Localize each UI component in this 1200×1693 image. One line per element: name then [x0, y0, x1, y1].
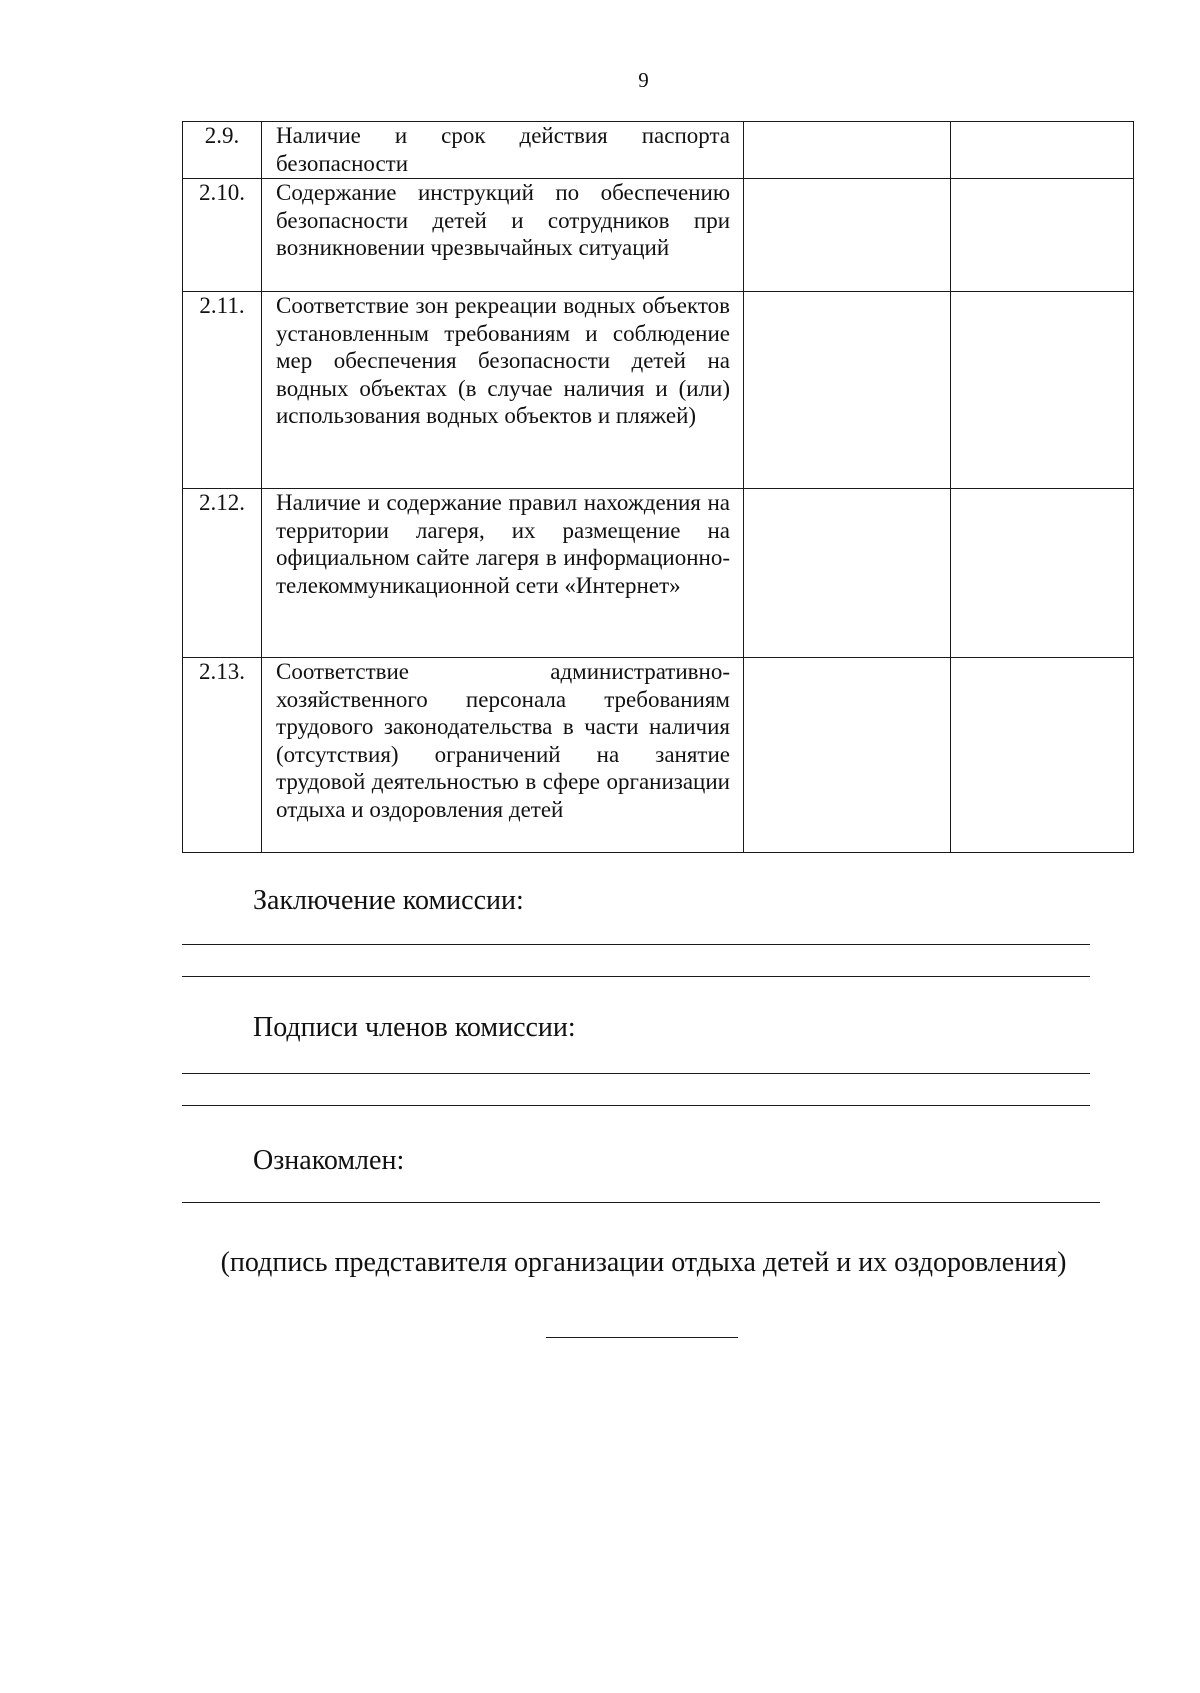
empty-cell — [951, 122, 1134, 179]
signatures-line-2 — [182, 1105, 1090, 1106]
checklist-table — [182, 121, 1134, 853]
empty-cell — [951, 658, 1134, 853]
table-row — [183, 658, 1134, 853]
empty-cell — [744, 489, 951, 658]
empty-cell — [744, 122, 951, 179]
row-number: 2.10. — [183, 179, 262, 292]
page-number: 9 — [638, 68, 649, 92]
row-number: 2.12. — [183, 489, 262, 658]
table-row — [183, 179, 1134, 292]
signatures-label: Подписи членов комиссии: — [253, 1012, 576, 1043]
acknowledged-line — [182, 1202, 1100, 1203]
row-description: Содержание инструкций по обеспечению безопасности детей и сотрудников при возникновении чрезвычайных ситуаций — [262, 179, 744, 292]
end-of-document-mark — [546, 1337, 738, 1338]
empty-cell — [951, 292, 1134, 489]
empty-cell — [744, 292, 951, 489]
row-number: 2.13. — [183, 658, 262, 853]
table-row — [183, 292, 1134, 489]
conclusion-line-2 — [182, 976, 1090, 977]
empty-cell — [744, 658, 951, 853]
conclusion-label: Заключение комиссии: — [253, 885, 524, 916]
empty-cell — [744, 179, 951, 292]
empty-cell — [951, 179, 1134, 292]
row-description: Соответствие зон рекреации водных объектов установленным требованиям и соблюдение мер обеспечения безопасности детей на водных объектах (в случае наличия и (или) использования водных объектов и пляжей) — [262, 292, 744, 489]
table-row — [183, 122, 1134, 179]
row-description: Наличие и содержание правил нахождения на территории лагеря, их размещение на официальном сайте лагеря в информационно-телекоммуникационной сети «Интернет» — [262, 489, 744, 658]
conclusion-line-1 — [182, 944, 1090, 945]
row-number: 2.11. — [183, 292, 262, 489]
acknowledged-label: Ознакомлен: — [253, 1145, 405, 1176]
signatures-line-1 — [182, 1073, 1090, 1074]
table-row — [183, 489, 1134, 658]
row-description: Наличие и срок действия паспорта безопасности — [262, 122, 744, 179]
row-number: 2.9. — [183, 122, 262, 179]
empty-cell — [951, 489, 1134, 658]
signature-caption: (подпись представителя организации отдыха детей и их оздоровления) — [220, 1247, 1067, 1278]
row-description: Соответствие административно-хозяйственного персонала требованиям трудового законодательства в части наличия (отсутствия) ограничений на занятие трудовой деятельностью в сфере организации отдыха и оздоровления детей — [262, 658, 744, 853]
